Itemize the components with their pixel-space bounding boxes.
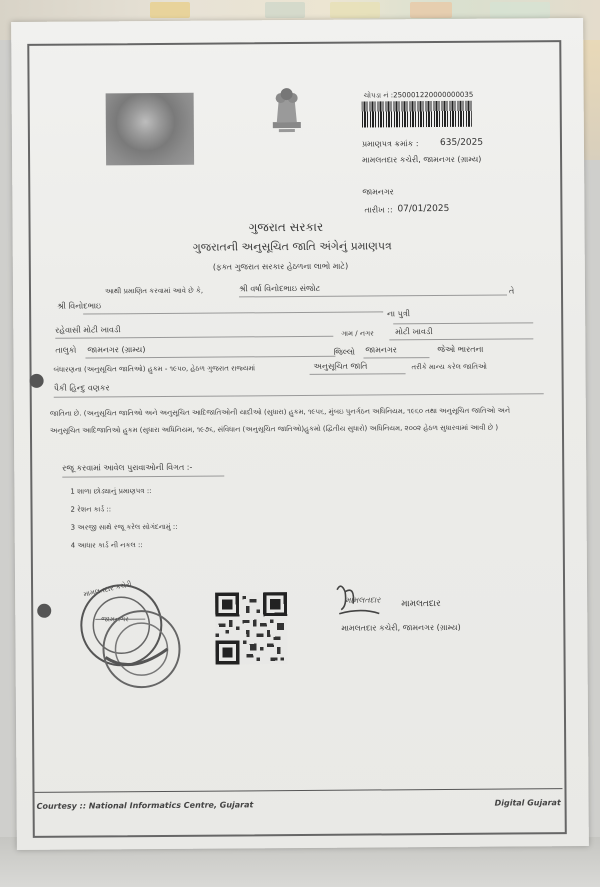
line-end-text: જેઓ ભારતના bbox=[437, 344, 484, 355]
district-label: જિલ્લો bbox=[333, 347, 356, 357]
barcode-number: ચોપડા નં :250001220000000035 bbox=[363, 90, 474, 100]
certificate-number: 635/2025 bbox=[439, 137, 484, 149]
document-item: 3 અરજી સાથે રજૂ કરેલ સોગંદનામું :: bbox=[70, 522, 178, 532]
punch-hole bbox=[30, 374, 44, 388]
government-title: ગુજરાત સરકાર bbox=[248, 219, 324, 235]
taluka-label: તાલુકો bbox=[55, 345, 77, 355]
village-label: ગામ / નગર bbox=[341, 329, 374, 338]
documents-heading: રજૂ કરવામાં આવેલ પુરાવાઓની વિગત :- bbox=[62, 462, 193, 473]
national-emblem-icon bbox=[267, 82, 307, 134]
barcode bbox=[362, 101, 472, 128]
issuing-office: મામલતદાર કચેરી, જામનગર (ગ્રામ્ય) bbox=[362, 154, 482, 165]
certificate-title: ગુજરાતની અનુસૂચિત જાતિ અંગેનું પ્રમાણપત્ર bbox=[192, 239, 392, 254]
applicant-name: શ્રી વર્ષા વિનોદભાઇ સંજોટ bbox=[238, 283, 321, 294]
taluka: જામનગર (ગ્રામ્ય) bbox=[87, 345, 146, 355]
issue-date: 07/01/2025 bbox=[397, 203, 450, 215]
certificate-page bbox=[11, 18, 589, 850]
signature-scrawl: મામલતદાર bbox=[345, 595, 381, 605]
village: મોટી ખાવડી bbox=[395, 327, 433, 337]
seal-outer-text: મામલતદાર કચેરી bbox=[82, 580, 133, 599]
signatory-designation: મામલતદાર bbox=[401, 599, 441, 610]
document-item: 2 રેશન કાર્ડ :: bbox=[70, 505, 112, 514]
footer-brand: Digital Gujarat bbox=[494, 798, 561, 808]
seal-inner-text: જામનગર bbox=[101, 615, 129, 624]
issue-place: જામનગર bbox=[362, 187, 394, 197]
category: અનુસૂચિત જાતિ bbox=[313, 361, 368, 371]
qr-code bbox=[215, 592, 288, 665]
punch-hole bbox=[37, 604, 51, 618]
document-item: 4 આધાર કાર્ડ ની નકલ :: bbox=[70, 541, 143, 550]
district: જામનગર bbox=[365, 345, 397, 355]
constitution-text: બંધારણના (અનુસૂચિત જાતિઓ) હુકમ - ૧૯૫૦, હેઠળ ગુજરાત રાજ્યમાં bbox=[53, 364, 256, 374]
recognized-text: તરીકે માન્ય કરેલ જાતિઓ bbox=[411, 362, 487, 372]
date-label: તારીખ :: bbox=[364, 205, 393, 215]
father-name: શ્રી વિનોદભાઇ bbox=[57, 301, 102, 311]
applicant-photo bbox=[106, 93, 195, 166]
name-suffix: તે bbox=[508, 286, 515, 296]
caste: પૈકી હિન્દુ વણકર bbox=[53, 383, 110, 393]
document-item: 1 શાળા છોડ્યાનું પ્રમાણપત્ર :: bbox=[70, 487, 152, 496]
certificate-subtitle: (ફક્ત ગુજરાત સરકાર હેઠળના લાભો માટે) bbox=[212, 261, 349, 272]
resident-of: રહેવાસી મોટી ખાવડી bbox=[55, 325, 121, 335]
signatory-office: મામલતદાર કચેરી, જામનગર (ગ્રામ્ય) bbox=[341, 622, 461, 633]
certificate-number-label: પ્રમાણપત્ર ક્રમાંક : bbox=[361, 139, 419, 149]
footer-courtesy: Courtesy :: National Informatics Centre, Gujarat bbox=[36, 800, 254, 811]
certify-intro: આથી પ્રમાણિત કરવામાં આવે છે કે, bbox=[104, 286, 204, 296]
legal-paragraph: જાતિના છે. (અનુસૂચિત જાતિઓ અને અનુસૂચિત આદિજાતિઓની યાદીઓ (સુધારા) હુકમ, ૧૯૫૬, મુંબઇ પુનર્ગઠન અધિનિયમ, ૧૯૬૦ તથા અનુસૂચિત જાતિઓ અને અનુસૂચિત આદિજાતિઓ હુકમ (સુધારા અધિનિયમ, ૧૯૭૬, સંવિધાન (અનુસૂચિત જાતિઓ)હુકમો (દ્વિતીય સુધારો) અધિનિયમ, ૨૦૦૨ હેઠળ સુધારવામાં આવી છે ) bbox=[49, 406, 511, 435]
relation: ના પુત્રી bbox=[387, 309, 411, 319]
